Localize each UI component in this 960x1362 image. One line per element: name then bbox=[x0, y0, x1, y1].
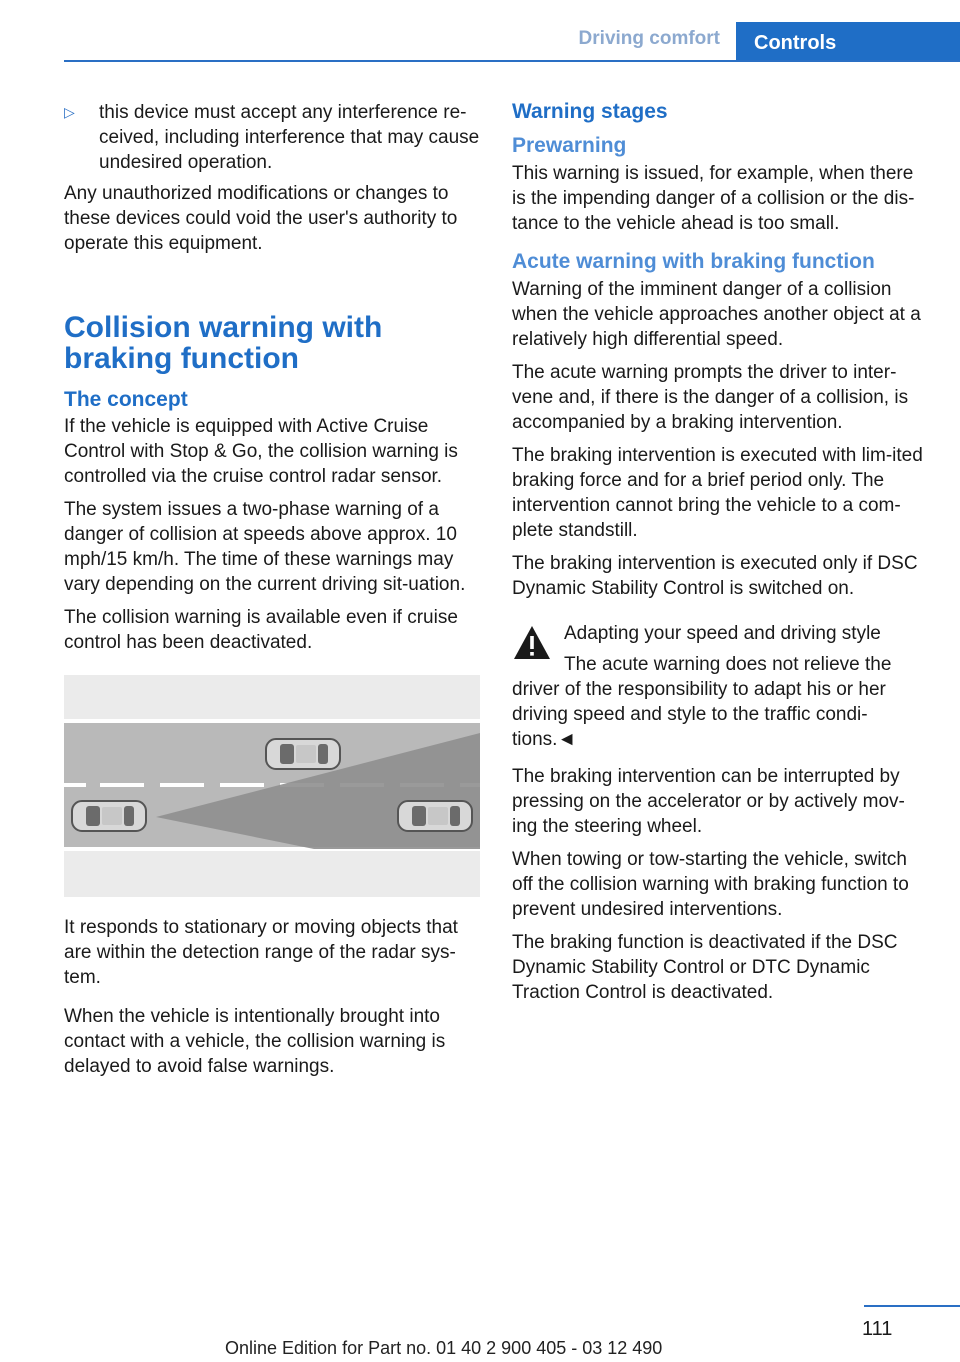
deactivated-paragraph: The braking function is deactivated if the DSC Dynamic Stability Control or DTC Dynamic Traction Control is deactivated. bbox=[512, 932, 898, 1003]
bullet-triangle-icon: ▷ bbox=[64, 104, 75, 120]
concept-paragraph-3: The collision warning is available even if cruise control has been deactivated. bbox=[64, 607, 458, 653]
towing-paragraph: When towing or tow-starting the vehicle, switch off the collision warning with braking function to prevent undesired interventions. bbox=[512, 849, 909, 920]
prewarning-paragraph: This warning is issued, for example, when there is the impending danger of a collision or the dis‐tance to the vehicle ahead is too small. bbox=[512, 163, 915, 234]
section-title: Collision warning with braking function bbox=[64, 311, 383, 375]
prewarning-heading: Prewarning bbox=[512, 134, 627, 157]
interrupt-paragraph: The braking intervention can be interrupted by pressing on the accelerator or by actively mov‐ing the steering wheel. bbox=[512, 766, 905, 837]
road-diagram bbox=[64, 675, 480, 897]
after-figure-paragraph-2: When the vehicle is intentionally brought into contact with a vehicle, the collision warning is delayed to avoid false warnings. bbox=[64, 1006, 446, 1077]
warning-line-1: The acute warning does not relieve the bbox=[564, 654, 892, 675]
car-adjacent-lane bbox=[266, 739, 340, 769]
footer-rule bbox=[864, 1305, 960, 1307]
concept-heading: The concept bbox=[64, 388, 188, 411]
bullet-item bbox=[64, 100, 480, 175]
left-column bbox=[64, 100, 480, 1087]
concept-paragraph-2: The system issues a two-phase warning of a danger of collision at speeds above approx. 10 mph/15 km/h. The time of these warnings may vary depending on the current driving sit‐uation. bbox=[64, 499, 466, 595]
acute-paragraph-3: The braking intervention is executed with lim‐ited braking force and for a brief period only. The intervention cannot bring the vehicle to a com‐plete standstill. bbox=[512, 445, 923, 541]
acute-paragraph-1: Warning of the imminent danger of a collision when the vehicle approaches another object at a relatively high differential speed. bbox=[512, 279, 921, 350]
car-own bbox=[72, 801, 146, 831]
warning-box bbox=[512, 621, 928, 752]
footer-edition: Online Edition for Part no. 01 40 2 900 405 - 03 12 490 bbox=[225, 1338, 663, 1358]
bullet-text: this device must accept any interference re‐ceived, including interference that may cause undesired operation. bbox=[99, 102, 480, 173]
car-ahead bbox=[398, 801, 472, 831]
acute-paragraph-4: The braking intervention is executed only if DSC Dynamic Stability Control is switched on. bbox=[512, 553, 918, 599]
warning-triangle-icon bbox=[512, 623, 552, 663]
warning-title: Adapting your speed and driving style bbox=[564, 623, 881, 644]
acute-paragraph-2: The acute warning prompts the driver to inter‐vene and, if there is the danger of a collision, is accompanied by a braking intervention. bbox=[512, 362, 909, 433]
radar-illustration bbox=[64, 675, 480, 897]
warning-stages-heading: Warning stages bbox=[512, 100, 668, 123]
acute-warning-heading: Acute warning with braking function bbox=[512, 250, 875, 273]
header-section-title: Driving comfort bbox=[578, 28, 720, 49]
page-number: 111 bbox=[862, 1318, 893, 1340]
concept-paragraph-1: If the vehicle is equipped with Active Cruise Control with Stop & Go, the collision warning is controlled via the cruise control radar sensor. bbox=[64, 416, 458, 487]
right-column bbox=[512, 100, 928, 1013]
after-figure-paragraph-1: It responds to stationary or moving objects that are within the detection range of the radar sys‐tem. bbox=[64, 917, 458, 988]
warning-body: driver of the responsibility to adapt his or her driving speed and style to the traffic condi‐tions.◄ bbox=[512, 679, 886, 750]
header-chapter-tab[interactable]: Controls bbox=[736, 22, 960, 62]
unauthorized-paragraph: Any unauthorized modifications or changes to these devices could void the user's authority to operate this equipment. bbox=[64, 183, 458, 254]
header-rule bbox=[64, 60, 960, 62]
